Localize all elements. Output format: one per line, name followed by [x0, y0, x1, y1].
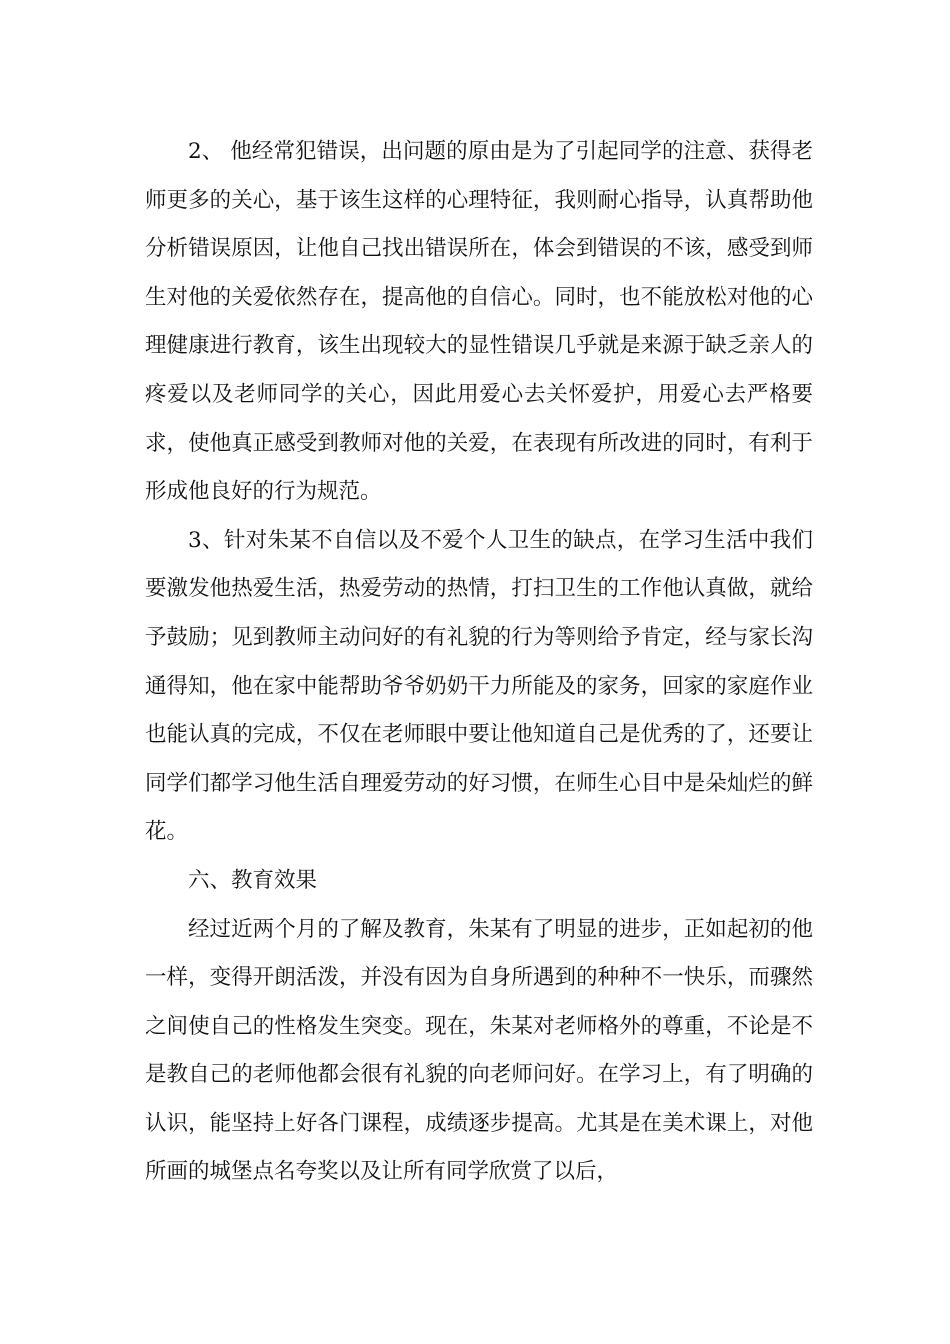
- section-heading-education-effect: 六、教育效果: [188, 867, 318, 893]
- paragraph-measure-2: 2、 他经常犯错误，出问题的原由是为了引起同学的注意、获得老师更多的关心，基于该生这样的心理特征，我则耐心指导，认真帮助他分析错误原因，让他自己找出错误所在，体会到错误的不该，感受到师生对他的关爱依然存在，提高他的自信心。同时，也不能放松对他的心理健康进行教育，该生出现较大的显性错误几乎就是来源于缺乏亲人的疼爱以及老师同学的关心，因此用爱心去关怀爱护，用爱心去严格要求，使他真正感受到教师对他的关爱，在表现有所改进的同时，有利于形成他良好的行为规范。: [145, 139, 813, 505]
- document-body: [145, 128, 813, 1197]
- paragraph-measure-3: 3、针对朱某不自信以及不爱个人卫生的缺点，在学习生活中我们要激发他热爱生活，热爱劳动的热情，打扫卫生的工作他认真做，就给予鼓励；见到教师主动问好的有礼貌的行为等则给予肯定，经与家长沟通得知，他在家中能帮助爷爷奶奶干力所能及的家务，回家的家庭作业也能认真的完成，不仅在老师眼中要让他知道自己是优秀的了，还要让同学们都学习他生活自理爱劳动的好习惯，在师生心目中是朵灿烂的鲜花。: [145, 527, 813, 845]
- paragraph-education-result: 经过近两个月的了解及教育，朱某有了明显的进步，正如起初的他一样，变得开朗活泼，并没有因为自身所遇到的种种不一快乐，而骤然之间使自己的性格发生突变。现在，朱某对老师格外的尊重，不论是不是教自己的老师他都会很有礼貌的向老师问好。在学习上，有了明确的认识，能坚持上好各门课程，成绩逐步提高。尤其是在美术课上，对他所画的城堡点名夸奖以及让所有同学欣赏了以后，: [145, 916, 813, 1185]
